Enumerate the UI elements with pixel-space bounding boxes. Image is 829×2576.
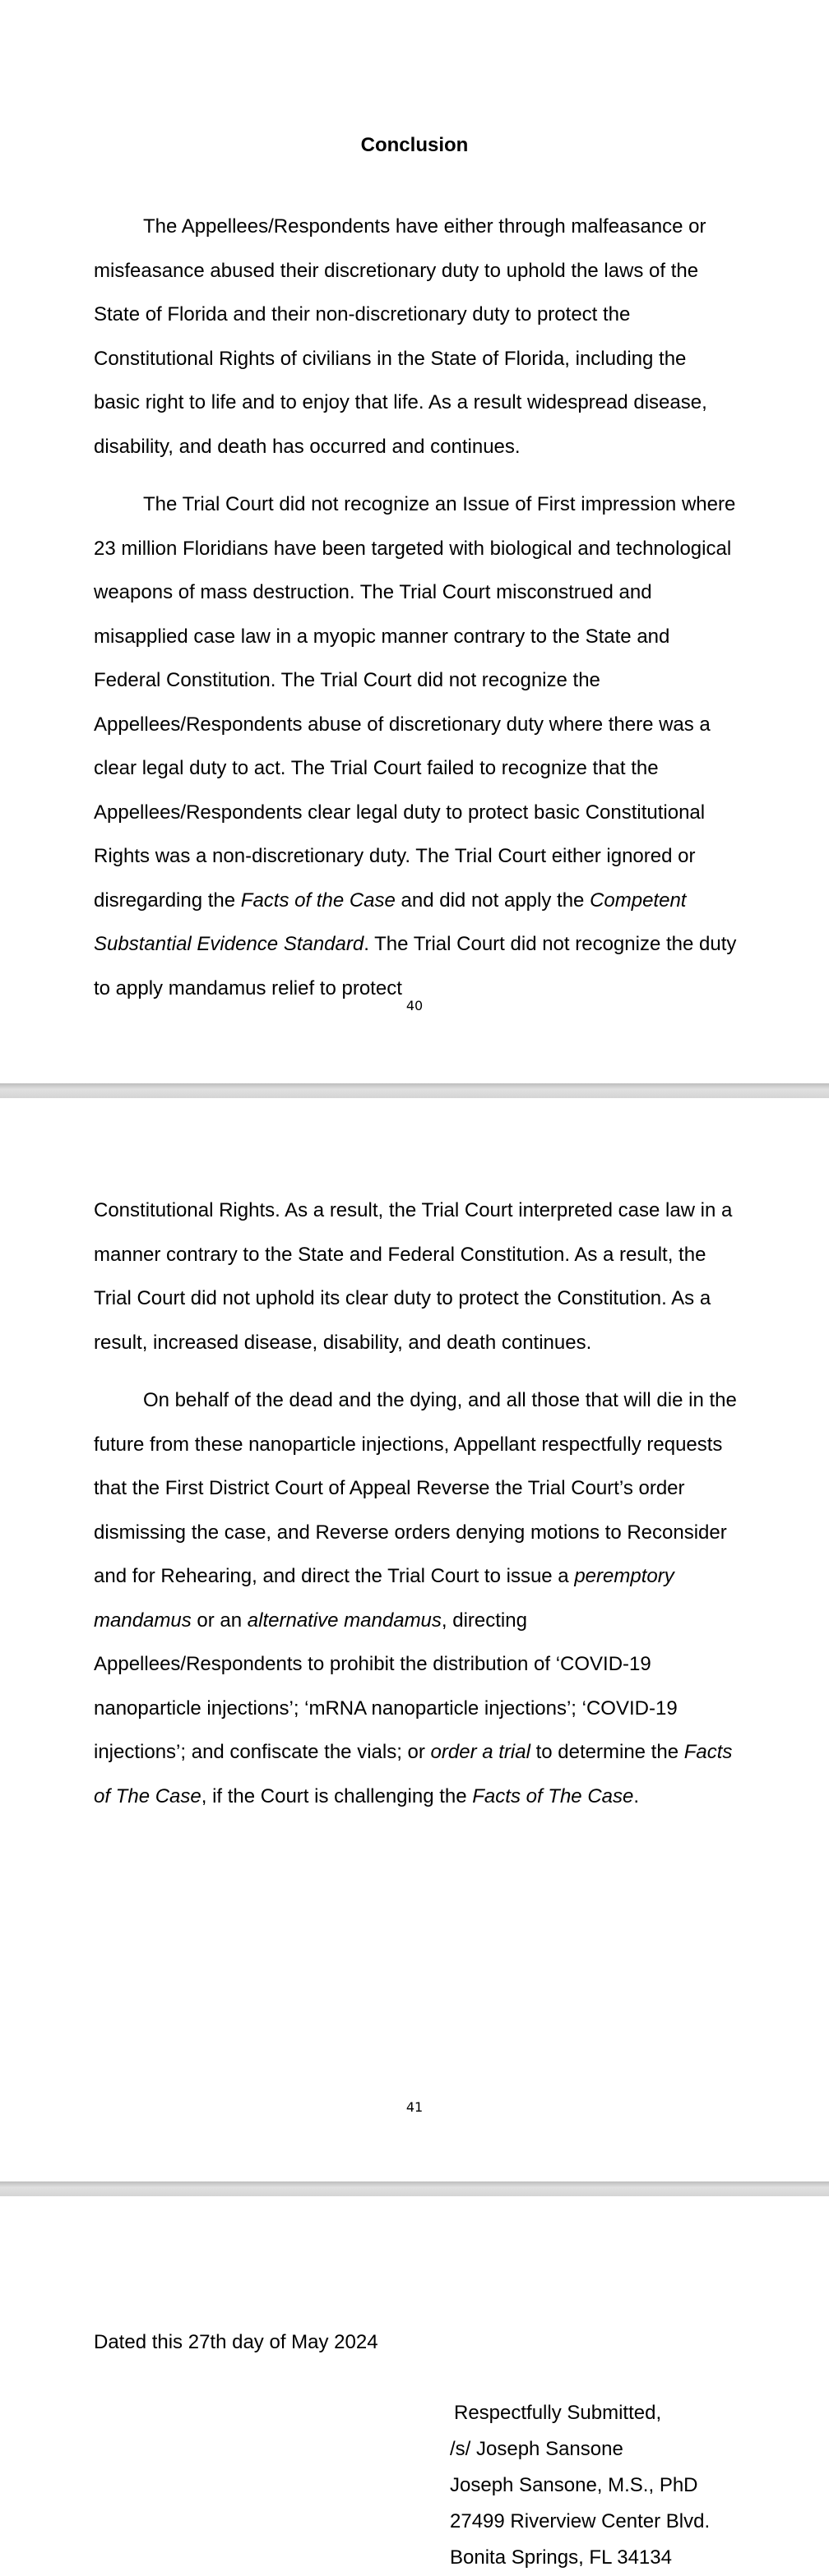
page-number: 40: [405, 998, 424, 1013]
paragraph: Constitutional Rights. As a result, the Trial Court interpreted case law in a manner contrary to the State and Federal Constitution. As a result, the Trial Court did not uphold its clear duty to protect the Constitution. As a result, increased disease, disability, and death continues.: [94, 1199, 733, 1354]
page-body: [94, 205, 737, 1010]
paragraph: The Trial Court did not recognize an Issue of First impression where 23 million Floridians have been targeted with biological and technological weapons of mass destruction. The Trial Court misconstrued and misapplied case law in a myopic manner contrary to the State and Federal Constitution. The Trial Court did not recognize the Appellees/Respondents abuse of discretionary duty where there was a clear legal duty to act. The Trial Court failed to recognize that the Appellees/Respondents clear legal duty to protect basic Constitutional Rights was a non-discretionary duty. The Trial Court either ignored or disregarding the Facts of the Case and did not apply the Competent Substantial Evidence Standard. The Trial Court did not recognize the duty to apply mandamus relief to protect: [94, 493, 737, 999]
document-page-41: [0, 1098, 829, 2181]
signer-name: Joseph Sansone, M.S., PhD: [450, 2474, 698, 2496]
section-heading: Conclusion: [360, 134, 469, 156]
page-number: 41: [405, 2099, 424, 2115]
date-line: Dated this 27th day of May 2024: [94, 2331, 378, 2353]
paragraph: The Appellees/Respondents have either through malfeasance or misfeasance abused their discretionary duty to uphold the laws of the State of Florida and their non-discretionary duty to protect the Constitutional Rights of civilians in the State of Florida, including the basic right to life and to enjoy that life. As a result widespread disease, disability, and death has occurred and continues.: [94, 215, 707, 458]
address-line-2: Bonita Springs, FL 34134: [450, 2546, 672, 2569]
paragraph: On behalf of the dead and the dying, and all those that will die in the future from these nanoparticle injections, Appellant respectfully requests that the First District Court of Appeal Reverse the Trial Court’s order dismissing the case, and Reverse orders denying motions to Reconsider and for Rehearing, and direct the Trial Court to issue a peremptory mandamus or an alternative mandamus, directing Appellees/Respondents to prohibit the distribution of ‘COVID-19 nanoparticle injections’; ‘mRNA nanoparticle injections’; ‘COVID-19 injections’; and confiscate the vials; or order a trial to determine the Facts of The Case, if the Court is challenging the Facts of The Case.: [94, 1389, 737, 1807]
page-body: [94, 1189, 737, 1818]
page-separator: [0, 2181, 829, 2196]
signature-block: [450, 2395, 710, 2576]
address-line-1: 27499 Riverview Center Blvd.: [450, 2510, 711, 2532]
document-page-42: [0, 2196, 829, 2576]
document-page-40: [0, 0, 829, 1083]
page-separator: [0, 1083, 829, 1098]
closing-line: Respectfully Submitted,: [454, 2402, 662, 2424]
electronic-signature: /s/ Joseph Sansone: [450, 2438, 623, 2460]
